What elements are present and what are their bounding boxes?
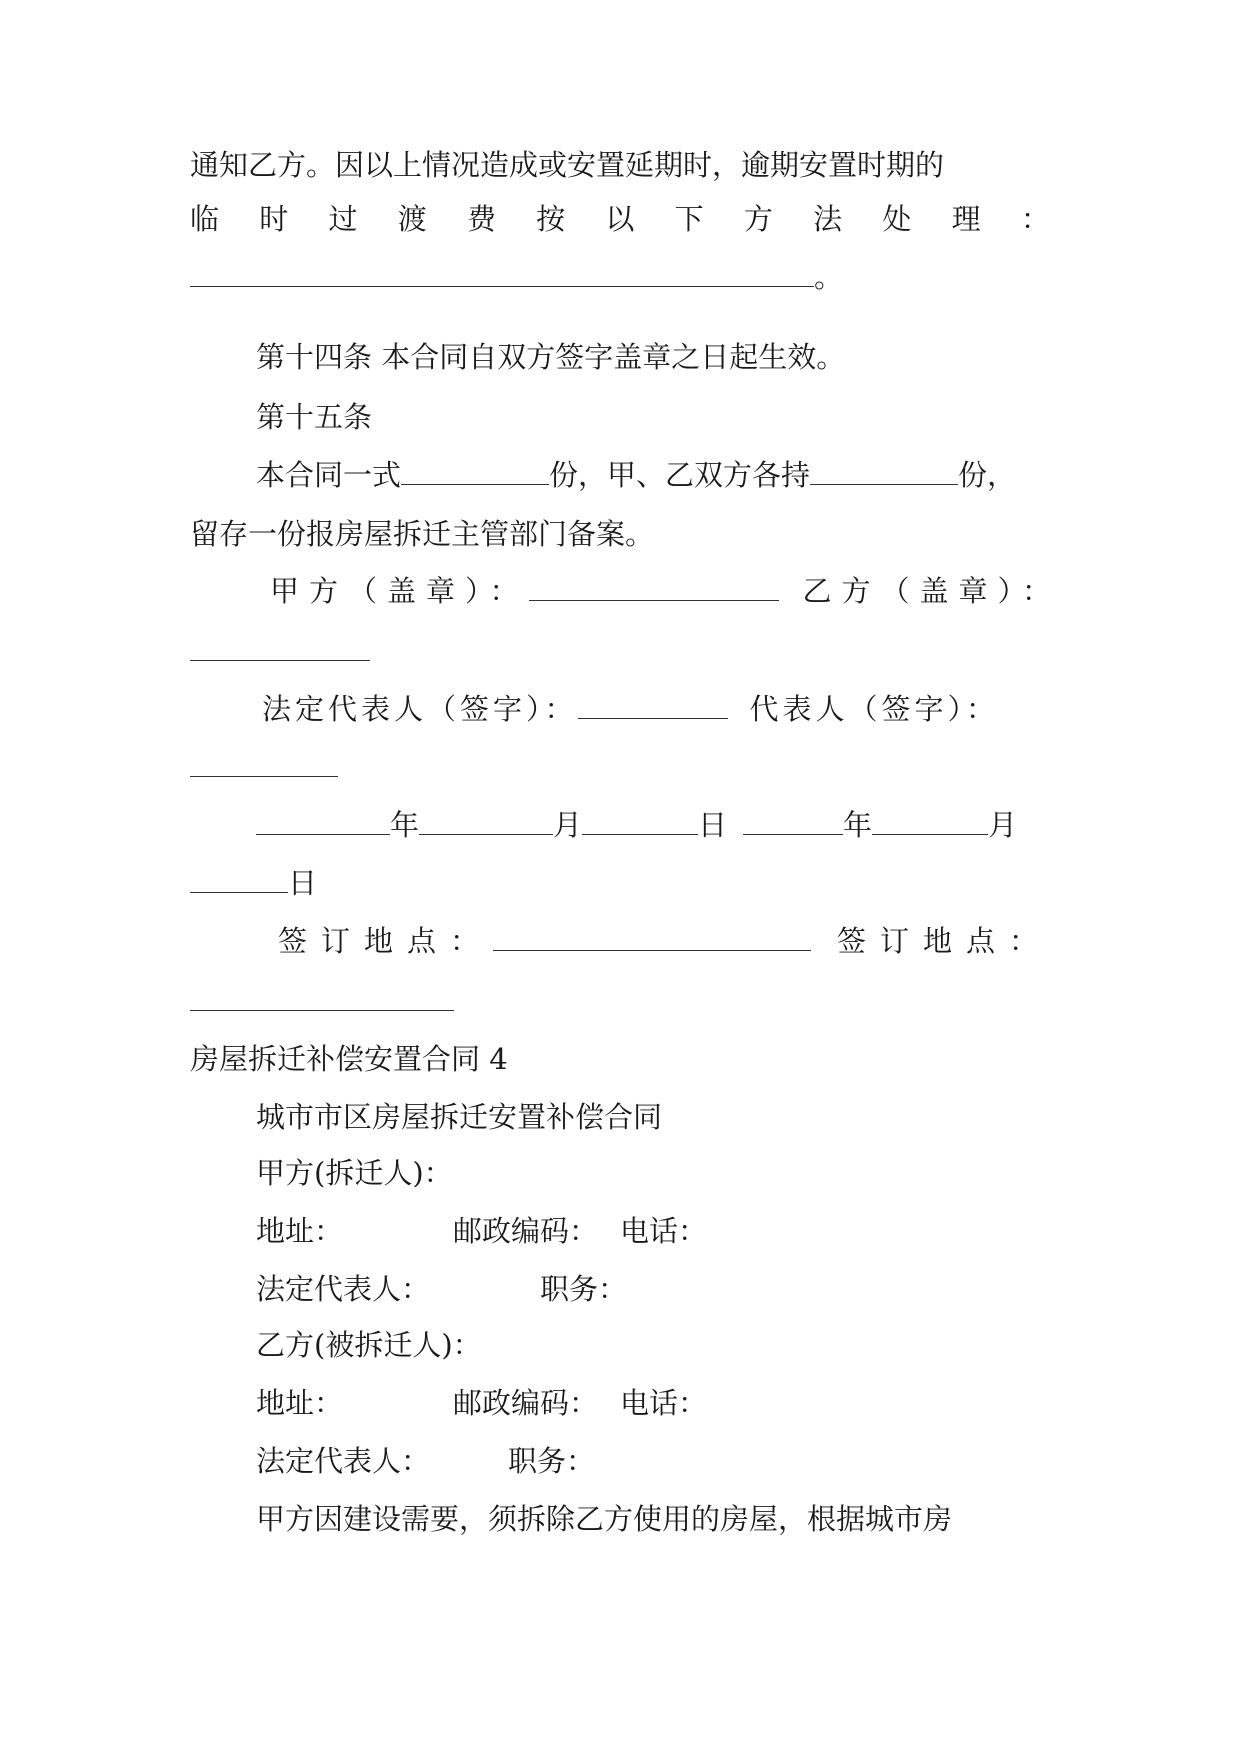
party-stamp-row: 甲方（盖章）： 乙方（盖章）： <box>270 574 1062 608</box>
signing-place-row: 签订地点： 签订地点： <box>278 924 1053 958</box>
blank-line-row <box>190 748 1050 786</box>
fill-blank <box>419 808 553 835</box>
char: 以 <box>605 202 635 236</box>
paragraph-line: 通知乙方。因以上情况造成或安置延期时，逾期安置时期的 <box>190 148 945 182</box>
date-row-2: 日 <box>190 864 1050 902</box>
fill-blank <box>190 634 370 661</box>
blank-line-row <box>190 632 1050 670</box>
fill-blank <box>743 808 843 835</box>
article-15: 第十五条 <box>256 400 373 434</box>
fill-blank <box>190 866 288 893</box>
section-title: 房屋拆迁补偿安置合同 4 <box>190 1042 508 1076</box>
fill-blank <box>529 574 779 601</box>
char: 下 <box>674 202 704 236</box>
fill-blank <box>810 458 958 485</box>
fill-blank <box>190 750 338 777</box>
char: 方 <box>743 202 773 236</box>
char: ： <box>1020 202 1050 236</box>
fill-blank <box>578 692 728 719</box>
paragraph-line-justified <box>190 200 1050 238</box>
char: 理 <box>951 202 981 236</box>
article-14: 第十四条 本合同自双方签字盖章之日起生效。 <box>256 340 846 374</box>
fill-blank <box>190 984 454 1011</box>
fill-blank <box>493 924 811 951</box>
party-a-rep: 法定代表人： 职务： <box>256 1272 628 1306</box>
char: 临 <box>190 202 220 236</box>
copies-line-2: 留存一份报房屋拆迁主管部门备案。 <box>190 517 655 551</box>
char: 处 <box>882 202 912 236</box>
blank-line-row <box>190 982 1050 1020</box>
char: 时 <box>259 202 289 236</box>
date-row: 年 月 日 年 月 <box>256 806 1050 844</box>
party-a-contact: 地址： 邮政编码： 电话： <box>256 1214 708 1248</box>
party-a-label: 甲方(拆迁人)： <box>256 1156 453 1190</box>
char: 费 <box>466 202 496 236</box>
char: 渡 <box>397 202 427 236</box>
fill-blank <box>401 458 549 485</box>
copies-line: 本合同一式 份，甲、乙双方各持 份， <box>256 458 1017 492</box>
paragraph-line: 甲方因建设需要，须拆除乙方使用的房屋，根据城市房 <box>256 1502 953 1536</box>
char: 过 <box>328 202 358 236</box>
period: 。 <box>814 260 844 294</box>
char: 法 <box>813 202 843 236</box>
representative-row: 法定代表人（签字）： 代表人（签字）： <box>262 692 1000 726</box>
party-b-rep: 法定代表人： 职务： <box>256 1444 596 1478</box>
party-b-contact: 地址： 邮政编码： 电话： <box>256 1386 708 1420</box>
fill-blank <box>872 808 988 835</box>
char: 按 <box>536 202 566 236</box>
party-b-label: 乙方(被拆迁人)： <box>256 1328 482 1362</box>
fill-blank <box>190 260 814 287</box>
fill-blank <box>256 808 390 835</box>
fill-blank <box>582 808 698 835</box>
contract-subtitle: 城市市区房屋拆迁安置补偿合同 <box>256 1100 663 1134</box>
blank-line-row <box>190 258 1050 296</box>
